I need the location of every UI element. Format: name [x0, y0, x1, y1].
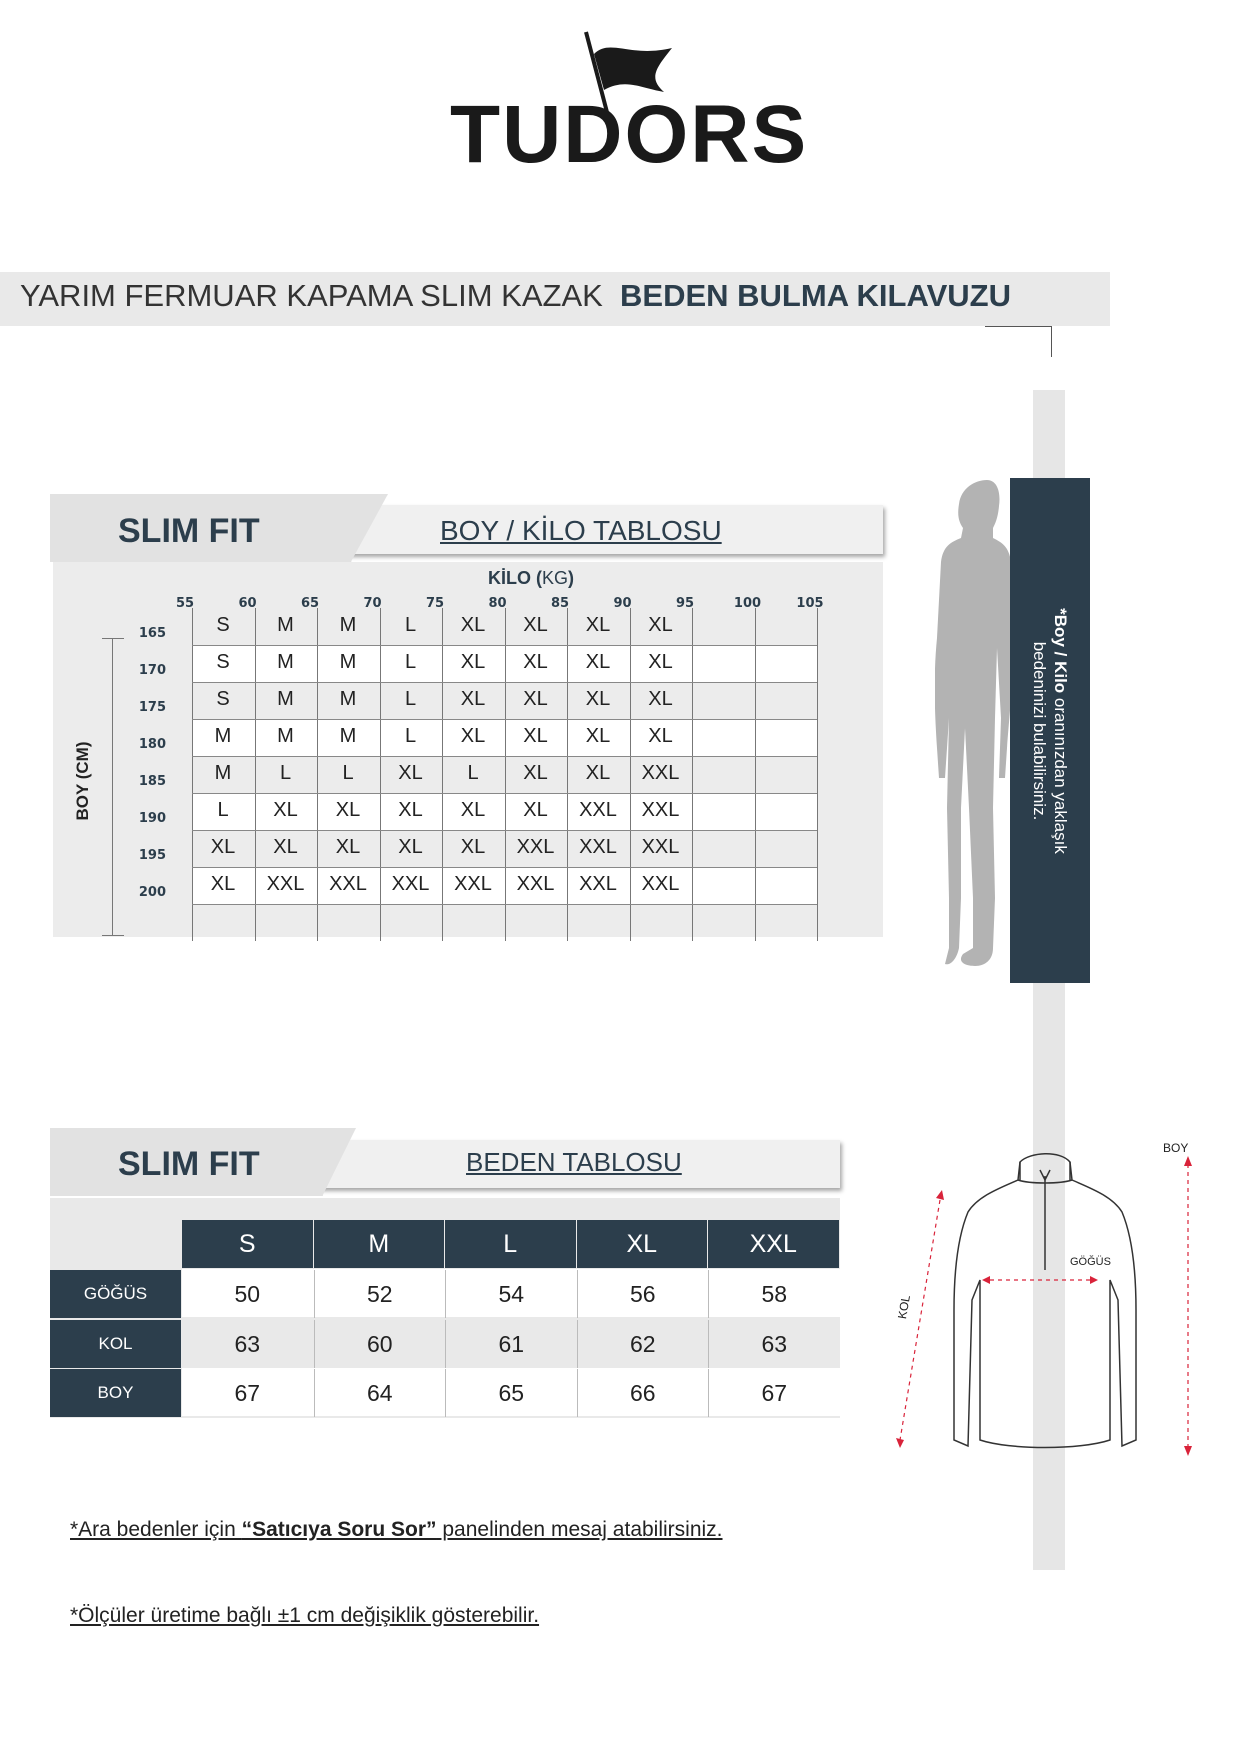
size-cell: L: [404, 725, 417, 747]
size-cell: M: [277, 688, 294, 710]
kilo-tick: 95: [675, 596, 695, 611]
measure-value: 50: [234, 1281, 261, 1307]
size-cell: XL: [523, 614, 548, 636]
boy-kilo-subtitle: BOY / KİLO TABLOSU: [440, 515, 722, 546]
sweater-diagram-icon: [890, 1140, 1230, 1470]
size-cell: M: [277, 725, 294, 747]
kilo-tick: 105: [796, 596, 824, 611]
size-cell: XL: [523, 651, 548, 673]
size-cell: L: [342, 762, 354, 784]
kilo-tick: 55: [175, 596, 195, 611]
size-cell: L: [279, 762, 292, 784]
size-cell: XL: [648, 614, 673, 636]
brand-logo: TUDORS: [450, 89, 809, 180]
size-cell: XXL: [391, 873, 430, 895]
size-cell: XL: [585, 688, 611, 710]
size-cell: XL: [210, 873, 236, 895]
size-header: S: [182, 1220, 313, 1268]
page-title: [20, 278, 1011, 314]
measure-value: 63: [234, 1330, 261, 1357]
size-cell: L: [467, 762, 479, 784]
size-cell: XXL: [579, 799, 617, 821]
measure-label: KOL: [50, 1320, 181, 1368]
measure-value: 62: [577, 1320, 709, 1368]
boy-kilo-fit-label: SLIM FIT: [118, 512, 260, 550]
size-cell: XL: [335, 836, 361, 858]
note-olculer: *Ölçüler üretime bağlı ±1 cm değişiklik gösterebilir.: [70, 1604, 540, 1627]
size-cell: XL: [460, 799, 486, 821]
size-cell: L: [404, 688, 417, 710]
grid-row-line: [192, 719, 817, 720]
size-cell: M: [214, 762, 232, 784]
size-cell: M: [277, 614, 294, 636]
size-cell: M: [214, 725, 232, 747]
size-cell: XL: [648, 651, 673, 673]
size-cell: XL: [648, 688, 673, 710]
grid-row-line: [192, 867, 817, 868]
grid-row-line: [192, 645, 817, 646]
size-cell: XL: [460, 725, 486, 747]
size-cell: XL: [523, 762, 548, 784]
size-header: M: [314, 1220, 445, 1268]
title-bold: BEDEN BULMA KILAVUZU: [620, 278, 1011, 313]
boy-axis-bottom-cap: [102, 935, 124, 936]
size-cell: XL: [210, 836, 236, 858]
measure-value: 61: [445, 1320, 577, 1368]
size-cell: XL: [460, 836, 486, 858]
size-cell: XXL: [641, 836, 680, 858]
grid-row-line: [192, 756, 817, 757]
boy-tick: 165: [138, 626, 166, 641]
measure-value: 58: [708, 1270, 840, 1318]
size-cell: L: [217, 799, 229, 821]
size-cell: XL: [648, 725, 673, 747]
size-cell: XXL: [516, 836, 555, 858]
man-silhouette-icon: [935, 478, 1015, 976]
side-note-line1: oranınızdan yaklaşık: [1051, 692, 1071, 854]
size-cell: XXL: [516, 873, 555, 895]
size-cell: XL: [523, 688, 548, 710]
diagram-gogus-label: GÖĞÜS: [1070, 1256, 1111, 1268]
note-satici: *Ara bedenler için “Satıcıya Soru Sor” panelinden mesaj atabilirsiniz.: [70, 1518, 723, 1541]
size-cell: XL: [523, 725, 548, 747]
kilo-tick: 90: [613, 596, 632, 611]
size-cell: XXL: [329, 873, 367, 895]
diagram-boy-label: BOY: [1163, 1141, 1189, 1155]
size-cell: XXL: [641, 873, 680, 895]
size-cell: XL: [523, 799, 548, 821]
measure-value: 67: [234, 1380, 261, 1406]
side-note: [1010, 478, 1090, 983]
beden-fit-label: SLIM FIT: [118, 1145, 260, 1183]
kilo-tick: 75: [425, 596, 445, 611]
kilo-tick: 85: [550, 596, 570, 611]
size-header: XXL: [708, 1220, 839, 1268]
size-cell: XL: [460, 651, 486, 673]
side-note-bold: *Boy / Kilo: [1051, 607, 1071, 693]
size-cell: XL: [273, 799, 298, 821]
measure-value: 64: [314, 1369, 446, 1417]
boy-tick: 175: [138, 700, 166, 715]
size-cell: M: [339, 688, 357, 710]
measure-value: 52: [314, 1270, 446, 1318]
diagram-kol-label: KOL: [895, 1293, 913, 1321]
size-cell: XL: [335, 799, 361, 821]
size-cell: XXL: [454, 873, 492, 895]
size-cell: XL: [398, 799, 423, 821]
boy-tick: 200: [138, 885, 166, 900]
size-cell: S: [216, 688, 230, 710]
size-cell: XXL: [579, 836, 617, 858]
kilo-axis-label: KİLO (KG): [488, 568, 575, 588]
size-cell: M: [277, 651, 294, 673]
size-cell: S: [216, 614, 230, 636]
boy-tick: 185: [138, 774, 166, 789]
size-cell: XXL: [641, 799, 680, 821]
size-cell: XL: [585, 762, 611, 784]
boy-tick: 180: [138, 737, 166, 752]
size-cell: M: [339, 725, 357, 747]
grid-col-line: [692, 608, 693, 941]
size-cell: XXL: [266, 873, 305, 895]
size-cell: XL: [398, 836, 423, 858]
kilo-tick: 80: [488, 596, 507, 611]
size-cell: XL: [460, 688, 486, 710]
boy-axis-label: BOY (CM): [73, 741, 92, 821]
measure-label: BOY: [50, 1369, 181, 1417]
size-cell: XXL: [641, 762, 680, 784]
size-cell: XL: [585, 651, 611, 673]
measure-value: 65: [445, 1369, 577, 1417]
measure-value: 54: [445, 1270, 577, 1318]
size-cell: XL: [585, 725, 611, 747]
beden-subtitle: BEDEN TABLOSU: [466, 1147, 682, 1177]
measure-value: 67: [708, 1369, 840, 1417]
size-cell: XXL: [579, 873, 617, 895]
measure-label: GÖĞÜS: [50, 1270, 181, 1318]
side-note-line2: bedeninizi bulabilirsiniz.: [1030, 641, 1050, 820]
grid-row-line: [192, 904, 817, 905]
size-header: L: [445, 1220, 576, 1268]
grid-row-line: [192, 682, 817, 683]
kilo-tick: 100: [733, 596, 762, 611]
title-regular: YARIM FERMUAR KAPAMA SLIM KAZAK: [20, 278, 603, 313]
size-cell: XL: [585, 614, 611, 636]
grid-col-line: [755, 608, 756, 941]
size-cell: L: [404, 614, 417, 636]
size-cell: M: [339, 651, 357, 673]
kilo-tick: 70: [363, 596, 382, 611]
size-cell: L: [404, 651, 417, 673]
size-cell: S: [216, 651, 230, 673]
boy-tick: 195: [138, 848, 166, 863]
measure-value: 56: [577, 1270, 709, 1318]
corner-line: [985, 326, 1052, 357]
boy-tick: 170: [138, 663, 166, 678]
size-cell: XL: [273, 836, 298, 858]
grid-row-line: [192, 793, 817, 794]
boy-axis-line: [112, 638, 113, 935]
size-cell: XL: [398, 762, 423, 784]
measure-value: 66: [577, 1369, 709, 1417]
kilo-tick: 65: [300, 596, 320, 611]
size-cell: XL: [460, 614, 486, 636]
boy-axis-top-cap: [102, 638, 124, 639]
measure-value: 60: [314, 1320, 446, 1368]
boy-tick: 190: [138, 811, 166, 826]
grid-col-line: [817, 608, 818, 941]
kilo-tick: 60: [238, 596, 257, 611]
measure-value: 63: [708, 1320, 840, 1368]
size-cell: M: [339, 614, 357, 636]
grid-row-line: [192, 830, 817, 831]
size-header: XL: [577, 1220, 708, 1268]
